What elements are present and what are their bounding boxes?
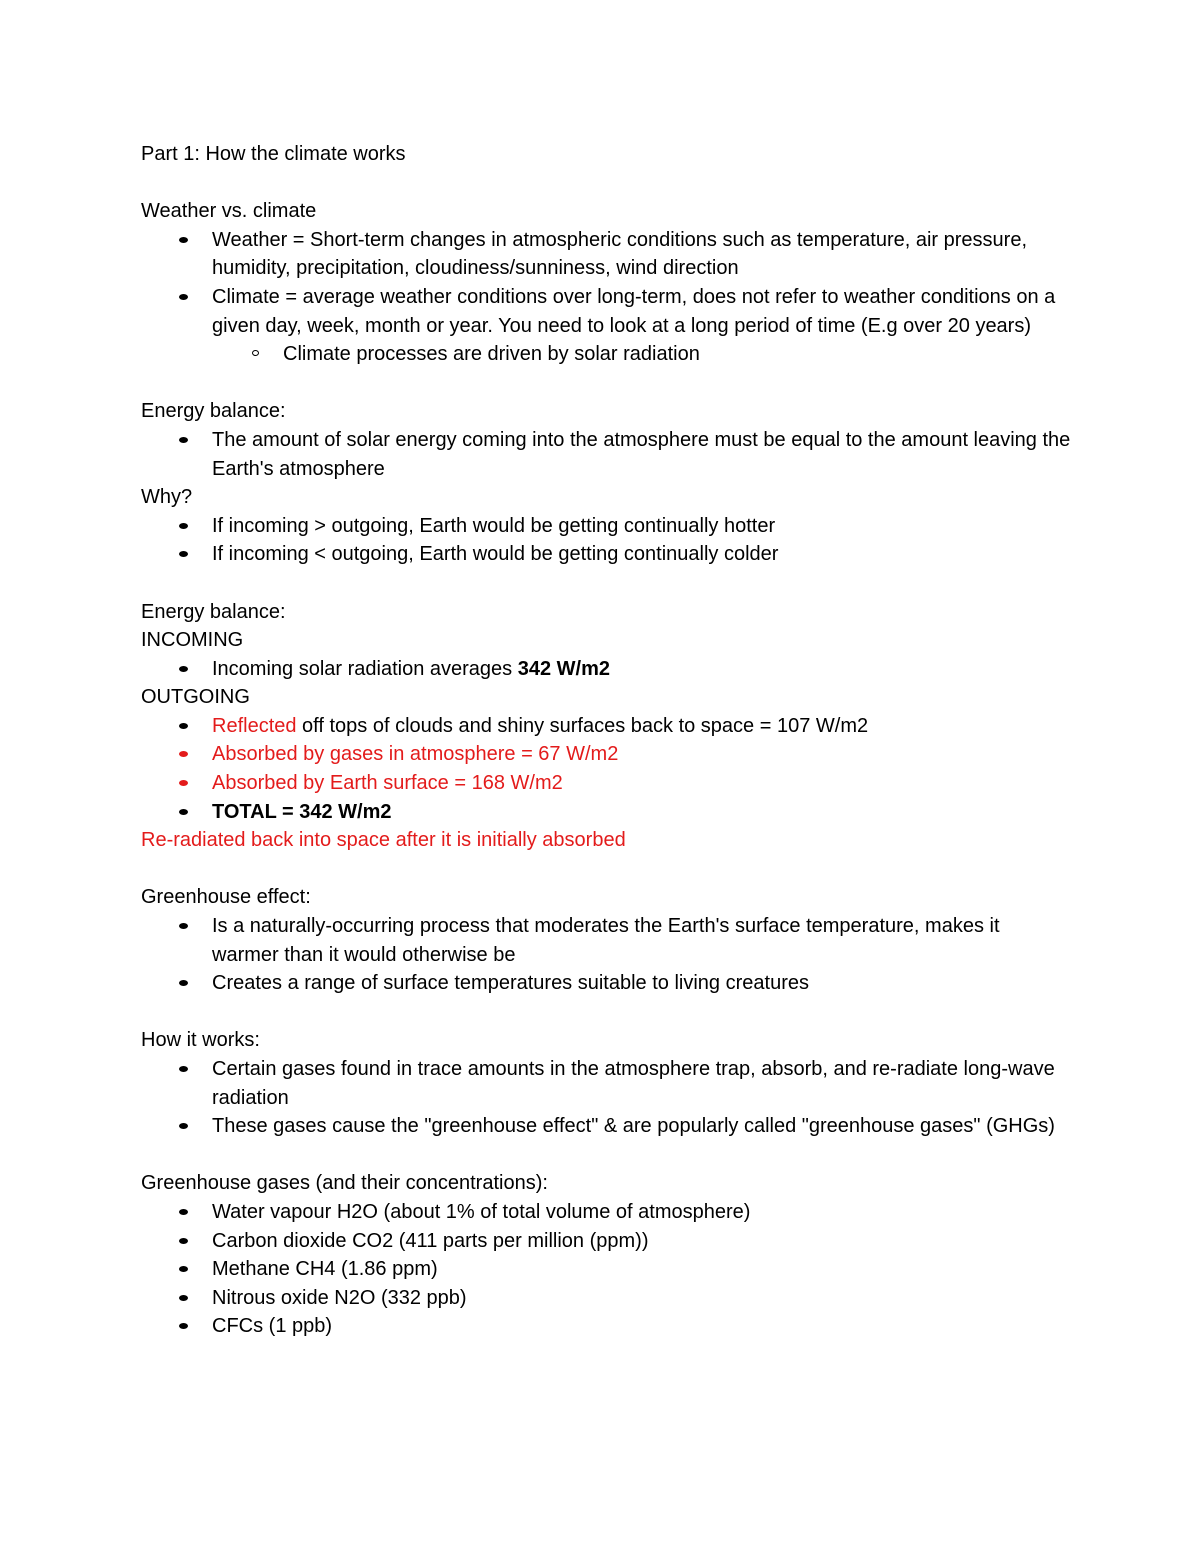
greenhouse-gases-list <box>141 1198 1071 1341</box>
reflected-word: Reflected <box>212 714 297 737</box>
section-heading-greenhouse-gases: Greenhouse gases (and their concentrations): <box>141 1172 548 1195</box>
weather-climate-list <box>141 226 1071 369</box>
list-item-gas: CFCs (1 ppb) <box>141 1312 1071 1341</box>
list-item-colder: If incoming < outgoing, Earth would be getting continually colder <box>141 540 1071 569</box>
how-it-works-list <box>141 1055 1071 1141</box>
list-item-how-2: These gases cause the "greenhouse effect" & are popularly called "greenhouse gases" (GHGs) <box>141 1112 1071 1141</box>
list-item-absorbed-gases: Absorbed by gases in atmosphere = 67 W/m2 <box>141 740 1071 769</box>
section-heading-weather-climate: Weather vs. climate <box>141 200 317 223</box>
why-label: Why? <box>141 486 193 509</box>
list-item-climate-sub: Climate processes are driven by solar radiation <box>141 340 1071 369</box>
list-item-energy-equal: The amount of solar energy coming into the atmosphere must be equal to the amount leaving the Earth's atmosphere <box>141 426 1071 483</box>
reradiated-note: Re-radiated back into space after it is initially absorbed <box>141 829 626 852</box>
energy-balance-list <box>141 426 1071 483</box>
section-heading-energy-balance: Energy balance: <box>141 400 286 423</box>
list-item-gas: Methane CH4 (1.86 ppm) <box>141 1255 1071 1284</box>
list-item-climate: Climate = average weather conditions over long-term, does not refer to weather conditions on a given day, week, month or year. You need to look at a long period of time (E.g over 20 years) <box>141 283 1071 340</box>
incoming-text: Incoming solar radiation averages <box>212 657 518 680</box>
list-item-total: TOTAL = 342 W/m2 <box>141 798 1071 827</box>
list-item-gas: Carbon dioxide CO2 (411 parts per million (ppm)) <box>141 1227 1071 1256</box>
reflected-rest: off tops of clouds and shiny surfaces back to space = 107 W/m2 <box>296 714 869 737</box>
incoming-list <box>141 655 1071 684</box>
page-title: Part 1: How the climate works <box>141 143 406 165</box>
list-item-how-1: Certain gases found in trace amounts in the atmosphere trap, absorb, and re-radiate long-wave radiation <box>141 1055 1071 1112</box>
list-item-gas: Water vapour H2O (about 1% of total volume of atmosphere) <box>141 1198 1071 1227</box>
list-item-ghe-1: Is a naturally-occurring process that moderates the Earth's surface temperature, makes it warmer than it would otherwise be <box>141 912 1071 969</box>
why-list <box>141 512 1071 569</box>
list-item-hotter: If incoming > outgoing, Earth would be getting continually hotter <box>141 512 1071 541</box>
list-item-ghe-2: Creates a range of surface temperatures suitable to living creatures <box>141 969 1071 998</box>
document-body <box>141 140 1071 1341</box>
section-heading-greenhouse-effect: Greenhouse effect: <box>141 886 311 909</box>
section-heading-energy-balance-2: Energy balance: <box>141 600 286 623</box>
outgoing-list <box>141 712 1071 826</box>
list-item-gas: Nitrous oxide N2O (332 ppb) <box>141 1284 1071 1313</box>
list-item-weather: Weather = Short-term changes in atmospheric conditions such as temperature, air pressure, humidity, precipitation, cloudiness/sunniness, wind direction <box>141 226 1071 283</box>
outgoing-label: OUTGOING <box>141 686 250 709</box>
incoming-label: INCOMING <box>141 629 244 652</box>
list-item-absorbed-surface: Absorbed by Earth surface = 168 W/m2 <box>141 769 1071 798</box>
greenhouse-effect-list <box>141 912 1071 998</box>
list-item-reflected <box>141 712 1071 741</box>
list-item-incoming <box>141 655 1071 684</box>
incoming-value: 342 W/m2 <box>517 657 610 680</box>
section-heading-how-it-works: How it works: <box>141 1029 260 1052</box>
